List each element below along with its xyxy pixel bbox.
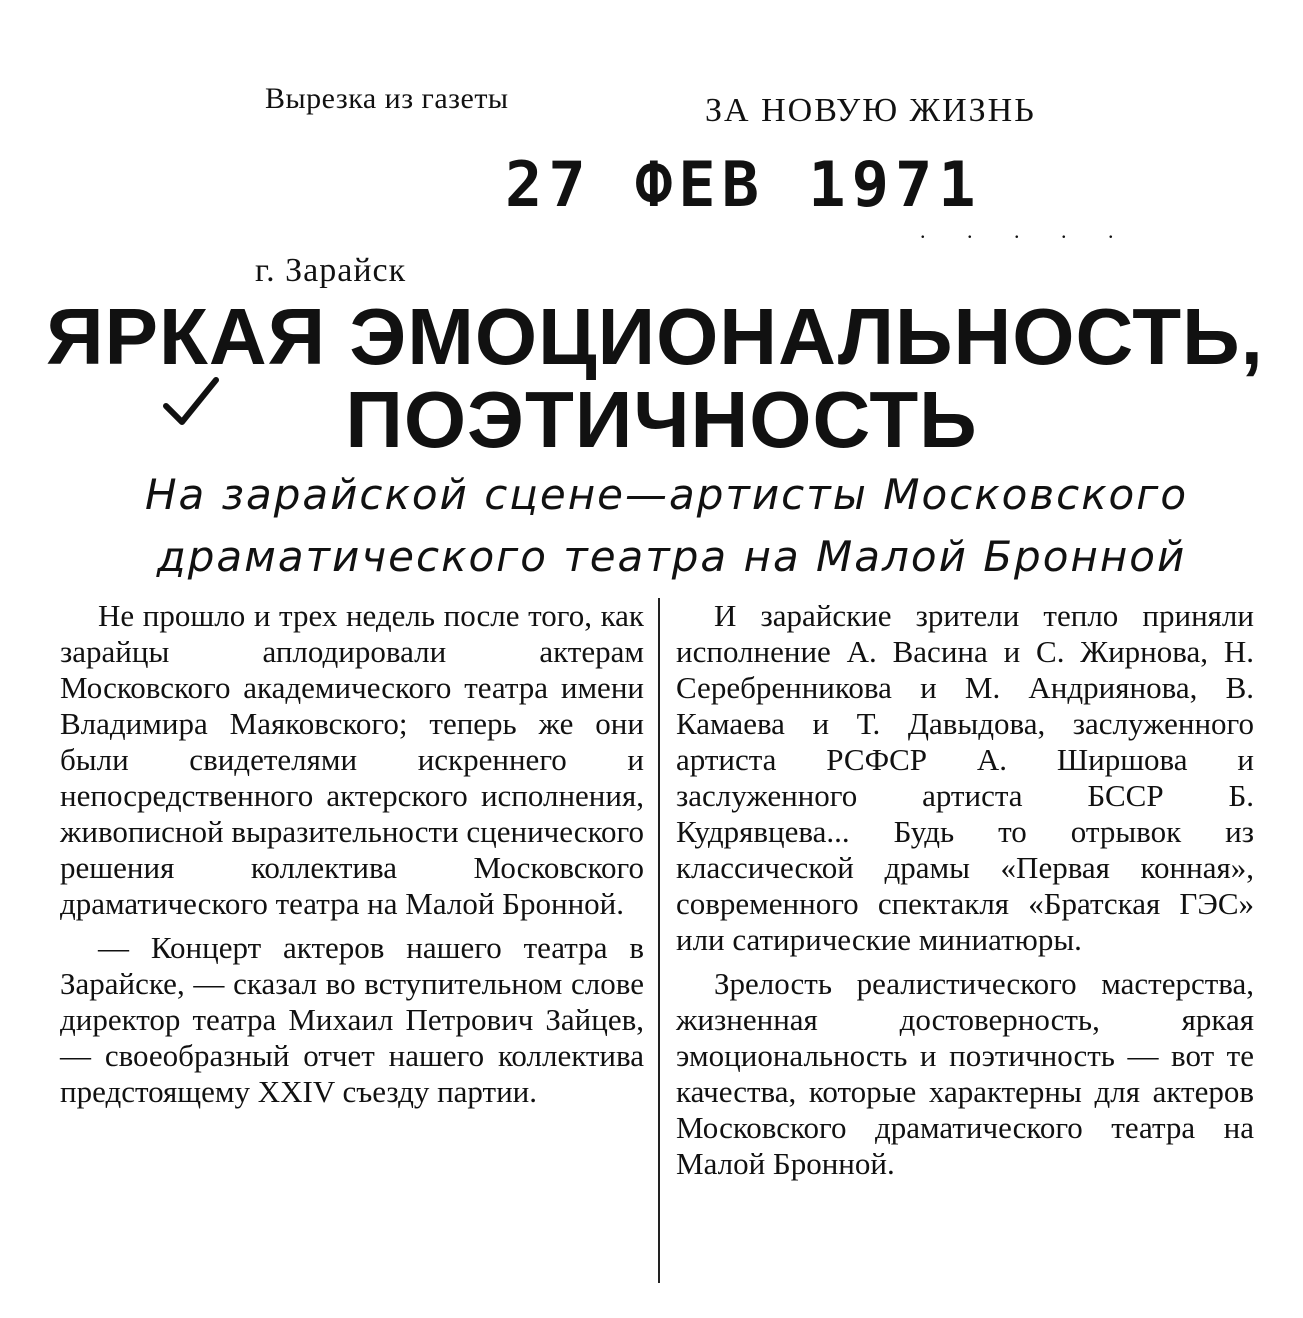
paragraph: И зарайские зрители тепло приняли исполнение А. Васина и С. Жирнова, Н. Серебренникова и М. Андриянова, В. Камаева и Т. Давыдова, заслуженного артиста РСФСР А. Ширшова и заслуженного артиста БССР Б. Кудрявцева... Будь то отрывок из классической драмы «Первая конная», современного спектакля «Братская ГЭС» или сатирические миниатюры. [676, 598, 1254, 957]
headline-line-1: ЯРКАЯ ЭМОЦИОНАЛЬНОСТЬ, [46, 292, 1264, 381]
paragraph: Зрелость реалистического мастерства, жизненная достоверность, яркая эмоциональность и поэтичность — вот те качества, которые характерны для актеров Московского драматического театра на Малой Бронной. [676, 966, 1254, 1181]
newspaper-name: ЗА НОВУЮ ЖИЗНЬ [705, 92, 1036, 129]
headline-line-2: ПОЭТИЧНОСТЬ [345, 375, 978, 464]
paragraph: Не прошло и трех недель после того, как зарайцы аплодировали актерам Московского академического театра имени Владимира Маяковского; теперь же они были свидетелями искреннего и непосредственного актерского исполнения, живописной выразительности сценического решения коллектива Московского драматического театра на Малой Бронной. [60, 598, 644, 921]
date-dots: . . . . . [920, 218, 1132, 243]
paragraph: — Концерт актеров нашего театра в Зарайске, — сказал во вступительном слове директор театра Михаил Петрович Зайцев,— своеобразный отчет нашего коллектива предстоящему XXIV съезду партии. [60, 930, 644, 1109]
clipping-date: 27 ФЕВ 1971 [505, 148, 982, 221]
column-divider [658, 598, 660, 1283]
clipping-stamp-label: Вырезка из газеты [265, 82, 509, 115]
subtitle-line-2: драматического театра на Малой Бронной [156, 532, 1187, 581]
subtitle-line-1: На зарайской сцене—артисты Московского [144, 470, 1189, 519]
city-stamp: г. Зарайск [255, 252, 407, 289]
article-right-column [676, 598, 1254, 1190]
article-left-column [60, 598, 644, 1118]
